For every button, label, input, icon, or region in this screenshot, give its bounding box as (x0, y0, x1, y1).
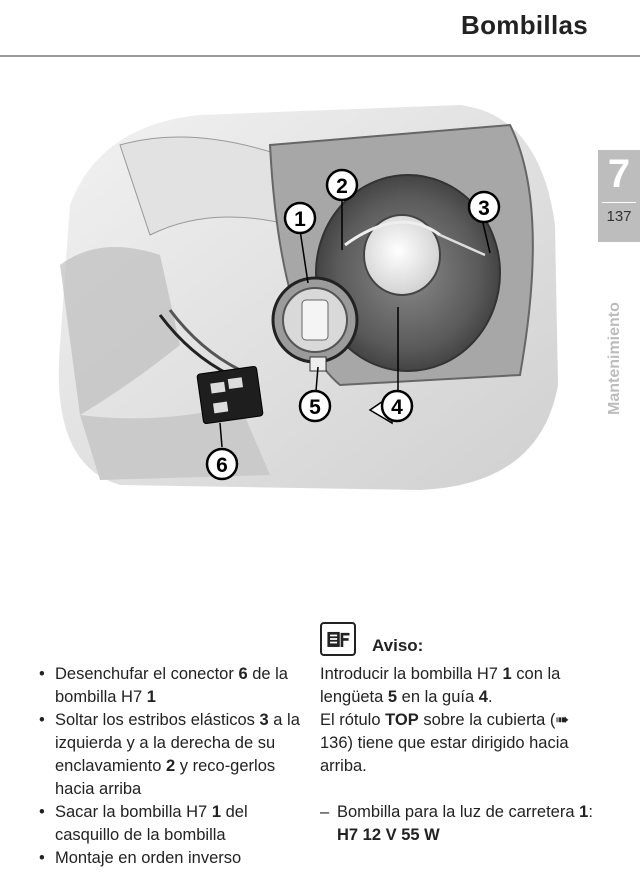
page-title: Bombillas (461, 10, 588, 40)
note-header (320, 622, 520, 662)
steps-column (38, 663, 308, 870)
callout-1 (285, 203, 315, 233)
callout-3-label: 3 (478, 197, 490, 220)
chapter-tab-divider (602, 202, 636, 203)
callout-6 (207, 449, 237, 479)
note-title: Aviso: (372, 636, 424, 655)
steps-list (38, 663, 308, 870)
callout-5 (300, 391, 330, 421)
note-paragraph-2: El rótulo TOP sobre la cubierta (➠ 136) tiene que estar dirigido hacia arriba. (320, 711, 570, 775)
callout-5-label: 5 (309, 396, 321, 419)
callout-2-label: 2 (336, 175, 348, 198)
step-item: • Sacar la bombilla H7 1 del casquillo de la bombilla (38, 801, 308, 847)
headlamp-illustration (40, 85, 562, 505)
callout-4 (382, 391, 412, 421)
step-item: • Desenchufar el conector 6 de la bombilla H7 1 (38, 663, 308, 709)
callout-6-label: 6 (216, 454, 228, 477)
step-item: • Montaje en orden inverso (38, 847, 308, 870)
note-column (320, 663, 600, 847)
chapter-number: 7 (607, 152, 631, 196)
note-icon (320, 622, 356, 656)
callout-1-label: 1 (294, 208, 306, 231)
callout-3 (469, 192, 499, 222)
section-label: Mantenimiento (606, 302, 623, 415)
chapter-tab (598, 150, 640, 242)
bulb-spec: H7 12 V 55 W (337, 826, 440, 844)
header-rule (0, 55, 640, 57)
callout-4-label: 4 (391, 396, 403, 419)
note-paragraph-1: Introducir la bombilla H7 1 con la lengüeta 5 en la guía 4. (320, 665, 561, 706)
callout-2 (327, 170, 357, 200)
bulb-type-item: – Bombilla para la luz de carretera 1: (320, 803, 593, 821)
page-number: 137 (606, 208, 632, 225)
step-item: • Soltar los estribos elásticos 3 a la izquierda y a la derecha de su enclavamiento 2 y reco-gerlos hacia arriba (38, 709, 308, 801)
page-reference-arrow-icon: ➠ (555, 711, 570, 729)
